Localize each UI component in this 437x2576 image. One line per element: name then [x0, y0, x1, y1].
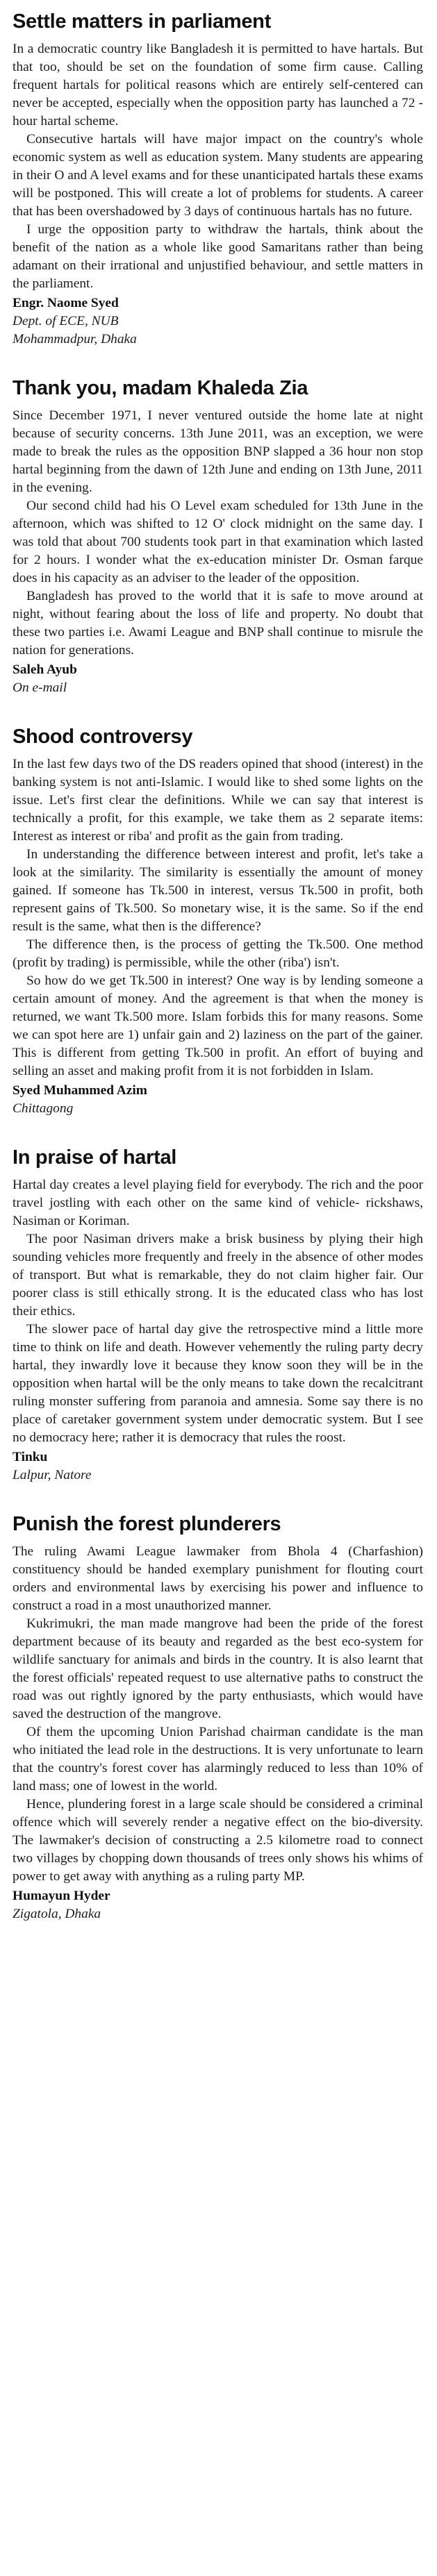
- letter-signature: Humayun Hyder: [13, 1889, 110, 1903]
- letter-location: Chittagong: [13, 1101, 74, 1116]
- letter-paragraph: In a democratic country like Bangladesh it is permitted to have hartals. But that too, should be set on the foundation of some firm cause. Calling frequent hartals for political reasons which are entirely self-centered can never be accepted, especially when the opposition party has launched a 72 -hour hartal scheme.: [13, 42, 423, 128]
- letter-affiliation: Dept. of ECE, NUB: [13, 314, 119, 328]
- letter-title: Shood controversy: [13, 726, 193, 748]
- letter-paragraph: The ruling Awami League lawmaker from Bhola 4 (Charfashion) constituency should be handed exemplary punishment for flouting court orders and environmental laws by exercising his power and influence to construct a road in a most unauthorized manner.: [13, 1544, 423, 1613]
- letter-paragraph: Bangladesh has proved to the world that it is safe to move around at night, without fearing about the loss of life and property. No doubt that these two parties i.e. Awami League and BNP shall continue to misrule the nation for generations.: [13, 589, 423, 658]
- letter-signature: Engr. Naome Syed: [13, 296, 119, 310]
- letter-paragraph: In the last few days two of the DS readers opined that shood (interest) in the banking system is not anti-Islamic. I would like to shed some lights on the issue. Let's first clear the definitions. While we can say that interest is technically a profit, for this example, we take them as 2 separate items: Interest as interest or riba' and profit as the gain from trading.: [13, 757, 423, 844]
- letter-signature: Syed Muhammed Azim: [13, 1083, 147, 1098]
- letter-location: Lalpur, Natore: [13, 1468, 92, 1482]
- letter-paragraph: The slower pace of hartal day give the retrospective mind a little more time to think on life and death. However vehemently the ruling party decry hartal, they inwardly love it because they know soon they will be in the opposition when hartal will be the only means to take down the recalcitrant ruling monster suffering from paranoia and amnesia. Some say there is no place of caretaker government system under democratic system. But I see no democracy here; rather it is democracy that rules the roost.: [13, 1322, 423, 1445]
- letter-paragraph: Our second child had his O Level exam scheduled for 13th June in the afternoon, which was shifted to 12 O' clock midnight on the same day. I was told that about 700 students took part in that examination which lasted for 2 hours. I wonder what the ex-education minister Dr. Osman farque does in his capacity as an adviser to the leader of the opposition.: [13, 499, 423, 585]
- letter-title: Settle matters in parliament: [13, 10, 271, 33]
- letter-praise-of-hartal: [13, 1146, 423, 1484]
- letter-signature: Tinku: [13, 1450, 48, 1464]
- letter-location: On e-mail: [13, 680, 67, 695]
- letter-paragraph: Of them the upcoming Union Parishad chairman candidate is the man who initiated the lead role in the destructions. It is very unfortunate to learn that the country's forest cover has alarmingly reduced to less than 10% of land mass; one of lowest in the world.: [13, 1725, 423, 1793]
- letter-thank-you: [13, 376, 423, 697]
- letter-paragraph: The poor Nasiman drivers make a brisk business by plying their high sounding vehicles more frequently and freely in the absence of other modes of transport. But what is remarkable, they do not claim higher fair. Our poorer class is still ethically strong. It is the educated class who has lost their ethics.: [13, 1232, 423, 1319]
- letter-location: Mohammadpur, Dhaka: [13, 332, 137, 346]
- letter-paragraph: In understanding the difference between interest and profit, let's take a look at the similarity. The similarity is essentially the amount of money gained. If someone has Tk.500 in interest, versus Tk.500 in profit, both represent gains of Tk.500. So monetary wise, it is the same. So if the end result is the same, what then is the difference?: [13, 847, 423, 934]
- letter-paragraph: I urge the opposition party to withdraw the hartals, think about the benefit of the nation as a whole like good Samaritans rather than being adamant on their irrational and unjustified behaviour, and settle matters in the parliament.: [13, 222, 423, 291]
- letter-paragraph: Hartal day creates a level playing field for everybody. The rich and the poor travel jostling with each other on the same kind of vehicle- rickshaws, Nasiman or Koriman.: [13, 1178, 423, 1228]
- letter-location: Zigatola, Dhaka: [13, 1907, 101, 1921]
- letter-title: In praise of hartal: [13, 1146, 177, 1169]
- letter-paragraph: Since December 1971, I never ventured outside the home late at night because of security concerns. 13th June 2011, was an exception, we were made to break the rules as the opposition BNP slapped a 36 hour non stop hartal beginning from the dawn of 12th June and ending on 13th June, 2011 in the evening.: [13, 408, 423, 495]
- letter-paragraph: Hence, plundering forest in a large scale should be considered a criminal offence which will severely render a negative effect on the bio-diversity. The lawmaker's decision of constructing a 2.5 kilometre road to connect two villages by chopping down thousands of trees only shows his whims of power to get away with anything as a ruling party MP.: [13, 1797, 423, 1884]
- letter-paragraph: The difference then, is the process of getting the Tk.500. One method (profit by trading) is permissible, while the other (riba') isn't.: [13, 937, 423, 970]
- letter-forest-plunderers: [13, 1512, 423, 1923]
- letter-signature: Saleh Ayub: [13, 662, 77, 677]
- letter-shood-controversy: [13, 725, 423, 1118]
- letter-paragraph: So how do we get Tk.500 in interest? One way is by lending someone a certain amount of money. And the agreement is that when the money is returned, we want Tk.500 more. Islam forbids this for many reasons. Some we can spot here are 1) unfair gain and 2) laziness on the part of the gainer. This is different from getting Tk.500 in profit. An effort of buying and selling an asset and making profit from it is not forbidden in Islam.: [13, 973, 423, 1078]
- letter-paragraph: Consecutive hartals will have major impact on the country's whole economic system as well as education system. Many students are appearing in their O and A level exams and for these unanticipated hartals these exams will be postponed. This will create a lot of problems for students. A career that has been overshadowed by 3 days of continuous hartals has no future.: [13, 132, 423, 219]
- letter-title: Punish the forest plunderers: [13, 1513, 281, 1535]
- letter-title: Thank you, madam Khaleda Zia: [13, 377, 308, 399]
- letter-paragraph: Kukrimukri, the man made mangrove had been the pride of the forest department because of its beauty and regarded as the best eco-system for wildlife sanctuary for animals and birds in the country. It is also learnt that the forest officials' repeated request to use alternative paths to construct the road was out rightly ignored by the party enthusiasts, which would have saved the destruction of the mangrove.: [13, 1616, 423, 1721]
- letter-settle-matters: [13, 10, 423, 349]
